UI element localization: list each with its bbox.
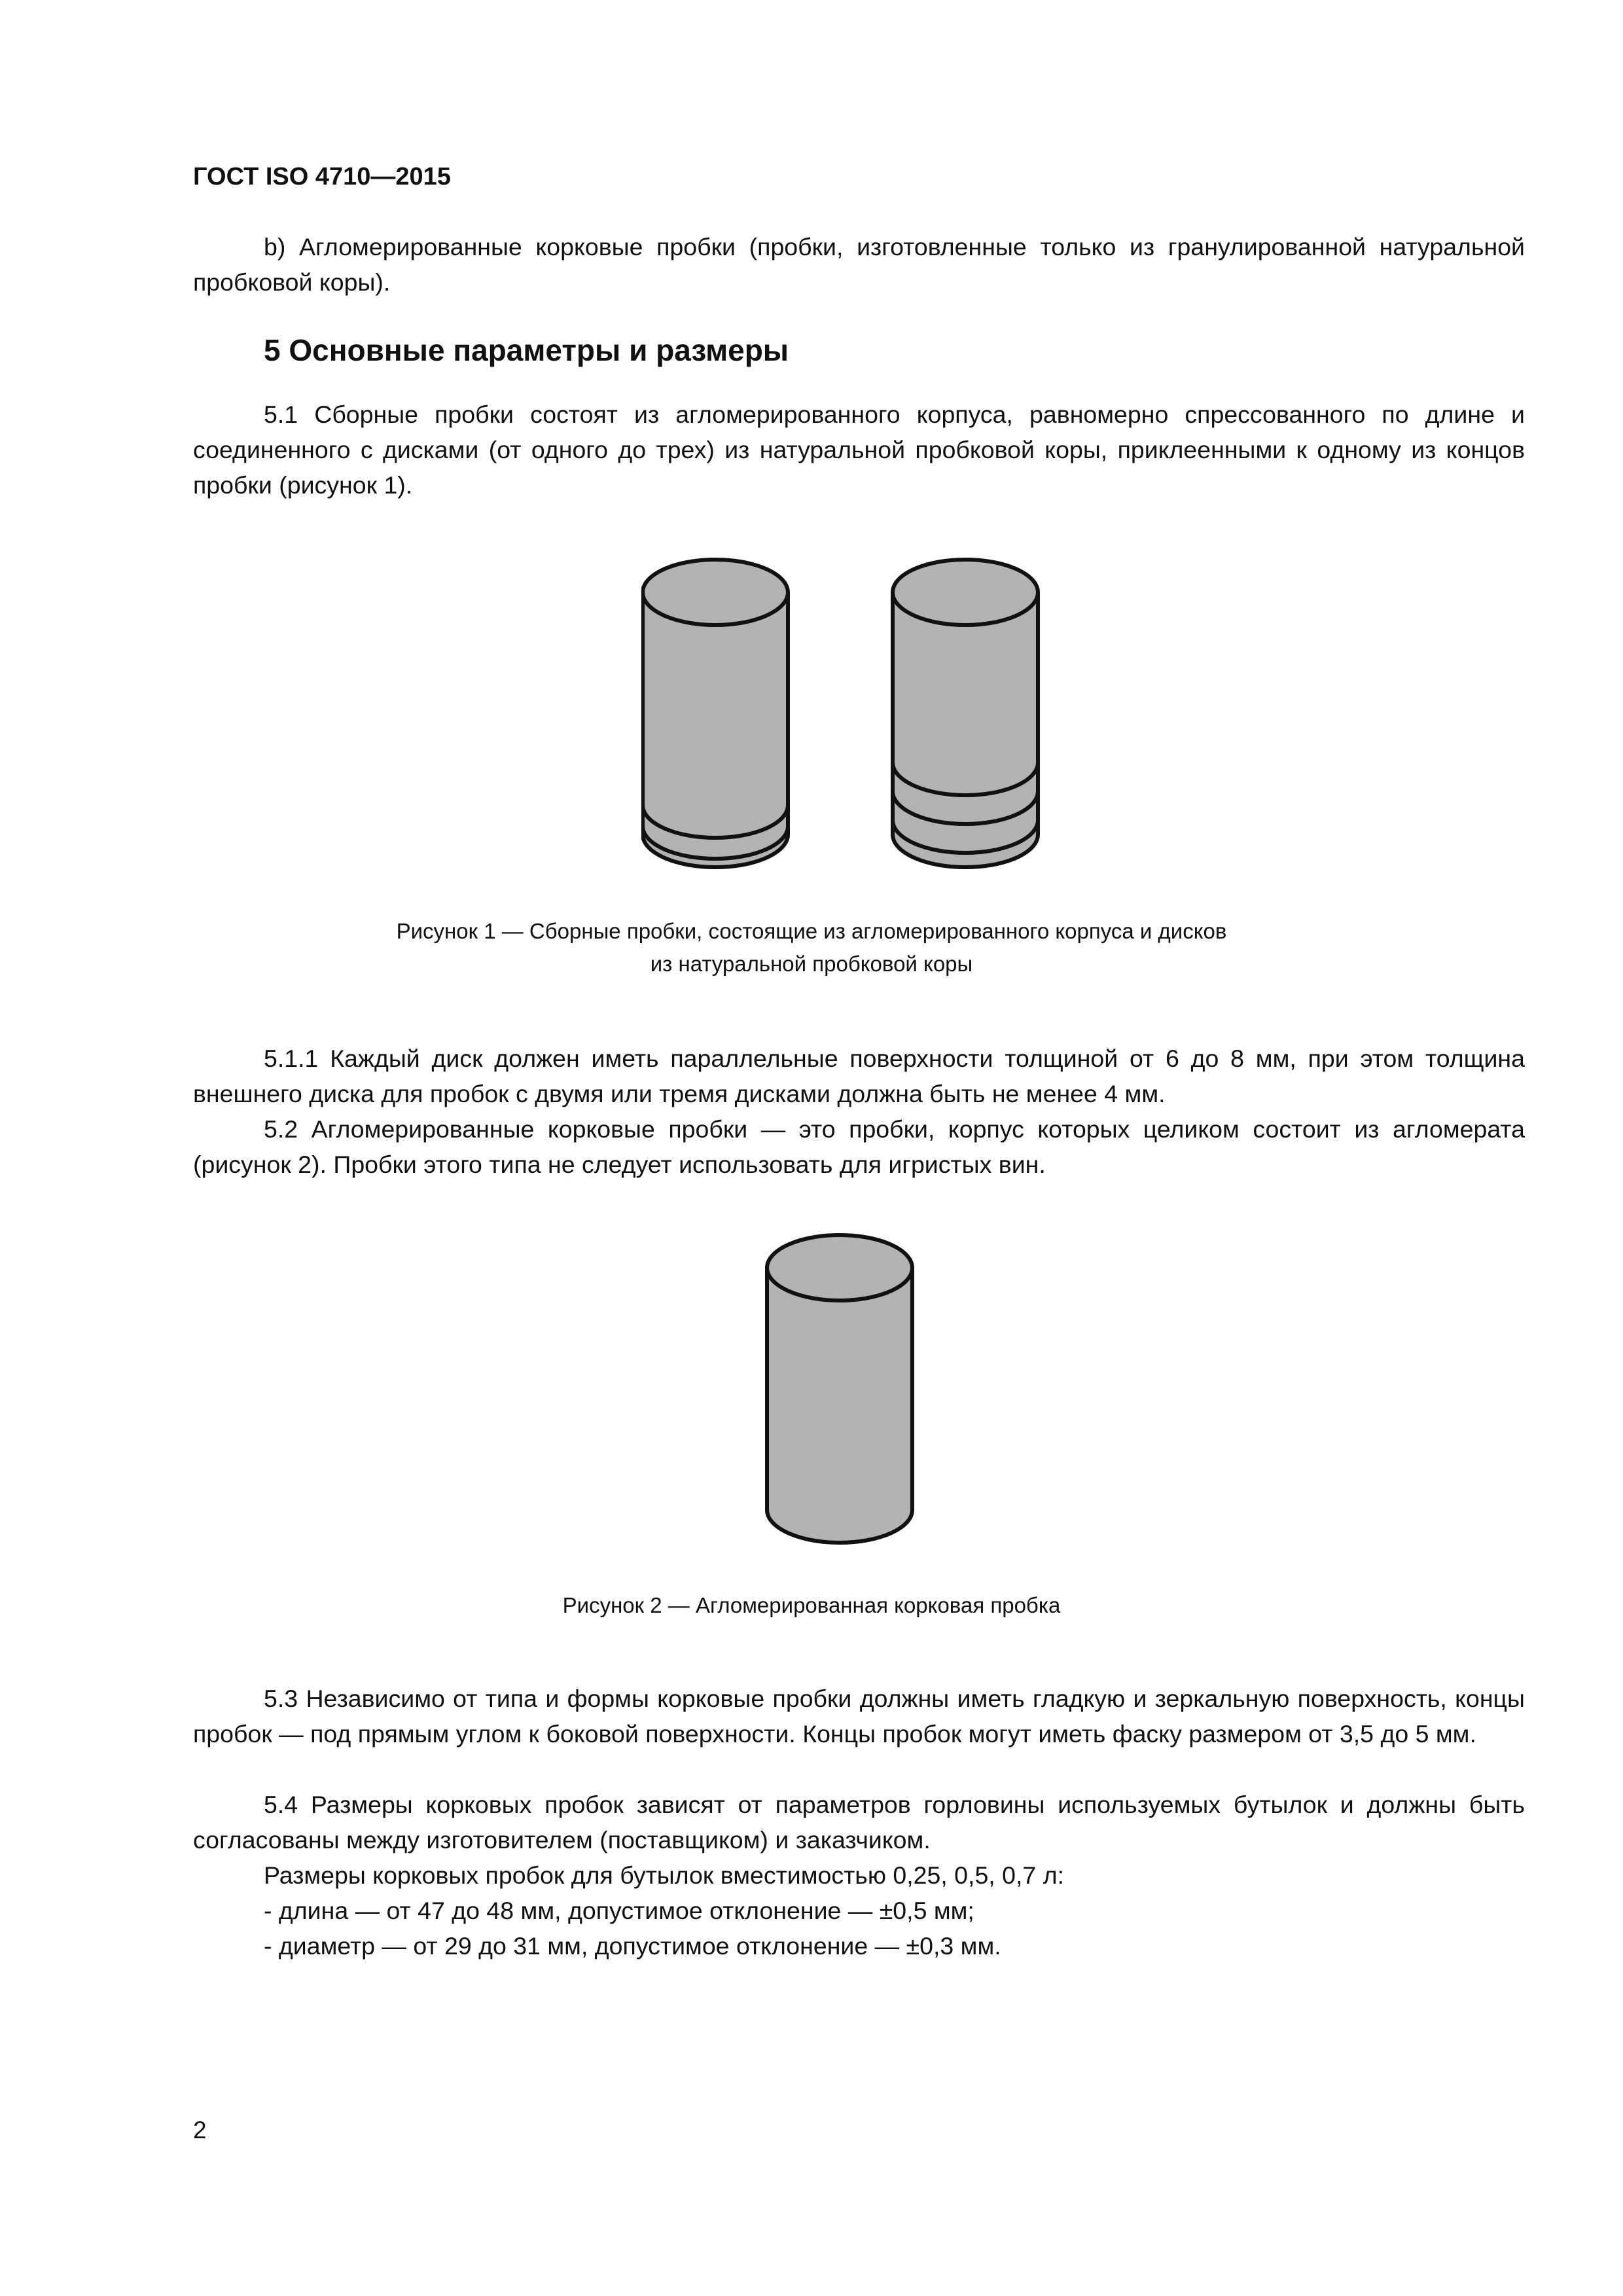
document-header: ГОСТ ISO 4710—2015 <box>193 163 451 190</box>
page-number: 2 <box>193 2117 207 2144</box>
paragraph-5-2: 5.2 Агломерированные корковые пробки — это пробки, корпус которых целиком состоит из агломерата (рисунок 2). Пробки этого типа не следует использовать для игристых вин. <box>193 1115 1525 1178</box>
list-item-b: b) Агломерированные корковые пробки (пробки, изготовленные только из гранулированной натуральной пробковой коры). <box>193 233 1525 296</box>
figure-2-caption: Рисунок 2 — Агломерированная корковая пробка <box>562 1593 1061 1617</box>
paragraph-5-3: 5.3 Независимо от типа и формы корковые пробки должны иметь гладкую и зеркальную поверхность, концы пробок — под прямым углом к боковой поверхности. Концы пробок могут иметь фаску размером от 3,5 до 5 мм. <box>193 1685 1525 1748</box>
size-diameter: - диаметр — от 29 до 31 мм, допустимое отклонение — ±0,3 мм. <box>264 1932 1001 1960</box>
composite-cork-left <box>643 560 788 867</box>
paragraph-5-1: 5.1 Сборные пробки состоят из агломерированного корпуса, равномерно спрессованного по длине и соединенного с дисками (от одного до трех) из натуральной пробковой коры, приклеенными к одному из концов пробки (рисунок 1). <box>193 401 1525 499</box>
sizes-intro: Размеры корковых пробок для бутылок вместимостью 0,25, 0,5, 0,7 л: <box>264 1861 1064 1889</box>
paragraph-5-4: 5.4 Размеры корковых пробок зависят от параметров горловины используемых бутылок и должны быть согласованы между изготовителем (поставщиком) и заказчиком. <box>193 1791 1525 1854</box>
paragraph-5-1-1: 5.1.1 Каждый диск должен иметь параллельные поверхности толщиной от 6 до 8 мм, при этом толщина внешнего диска для пробок с двумя или тремя дисками должна быть не менее 4 мм. <box>193 1045 1525 1107</box>
figure-1 <box>641 548 1047 889</box>
section-title: 5 Основные параметры и размеры <box>264 333 789 367</box>
figure-1-caption-line-1: Рисунок 1 — Сборные пробки, состоящие из агломерированного корпуса и дисков <box>396 919 1227 943</box>
size-length: - длина — от 47 до 48 мм, допустимое отклонение — ±0,5 мм; <box>264 1897 974 1924</box>
figure-2 <box>764 1224 921 1564</box>
composite-cork-right <box>893 560 1038 867</box>
figure-1-caption-line-2: из натуральной пробковой коры <box>650 952 973 976</box>
agglomerated-cork <box>767 1235 912 1543</box>
